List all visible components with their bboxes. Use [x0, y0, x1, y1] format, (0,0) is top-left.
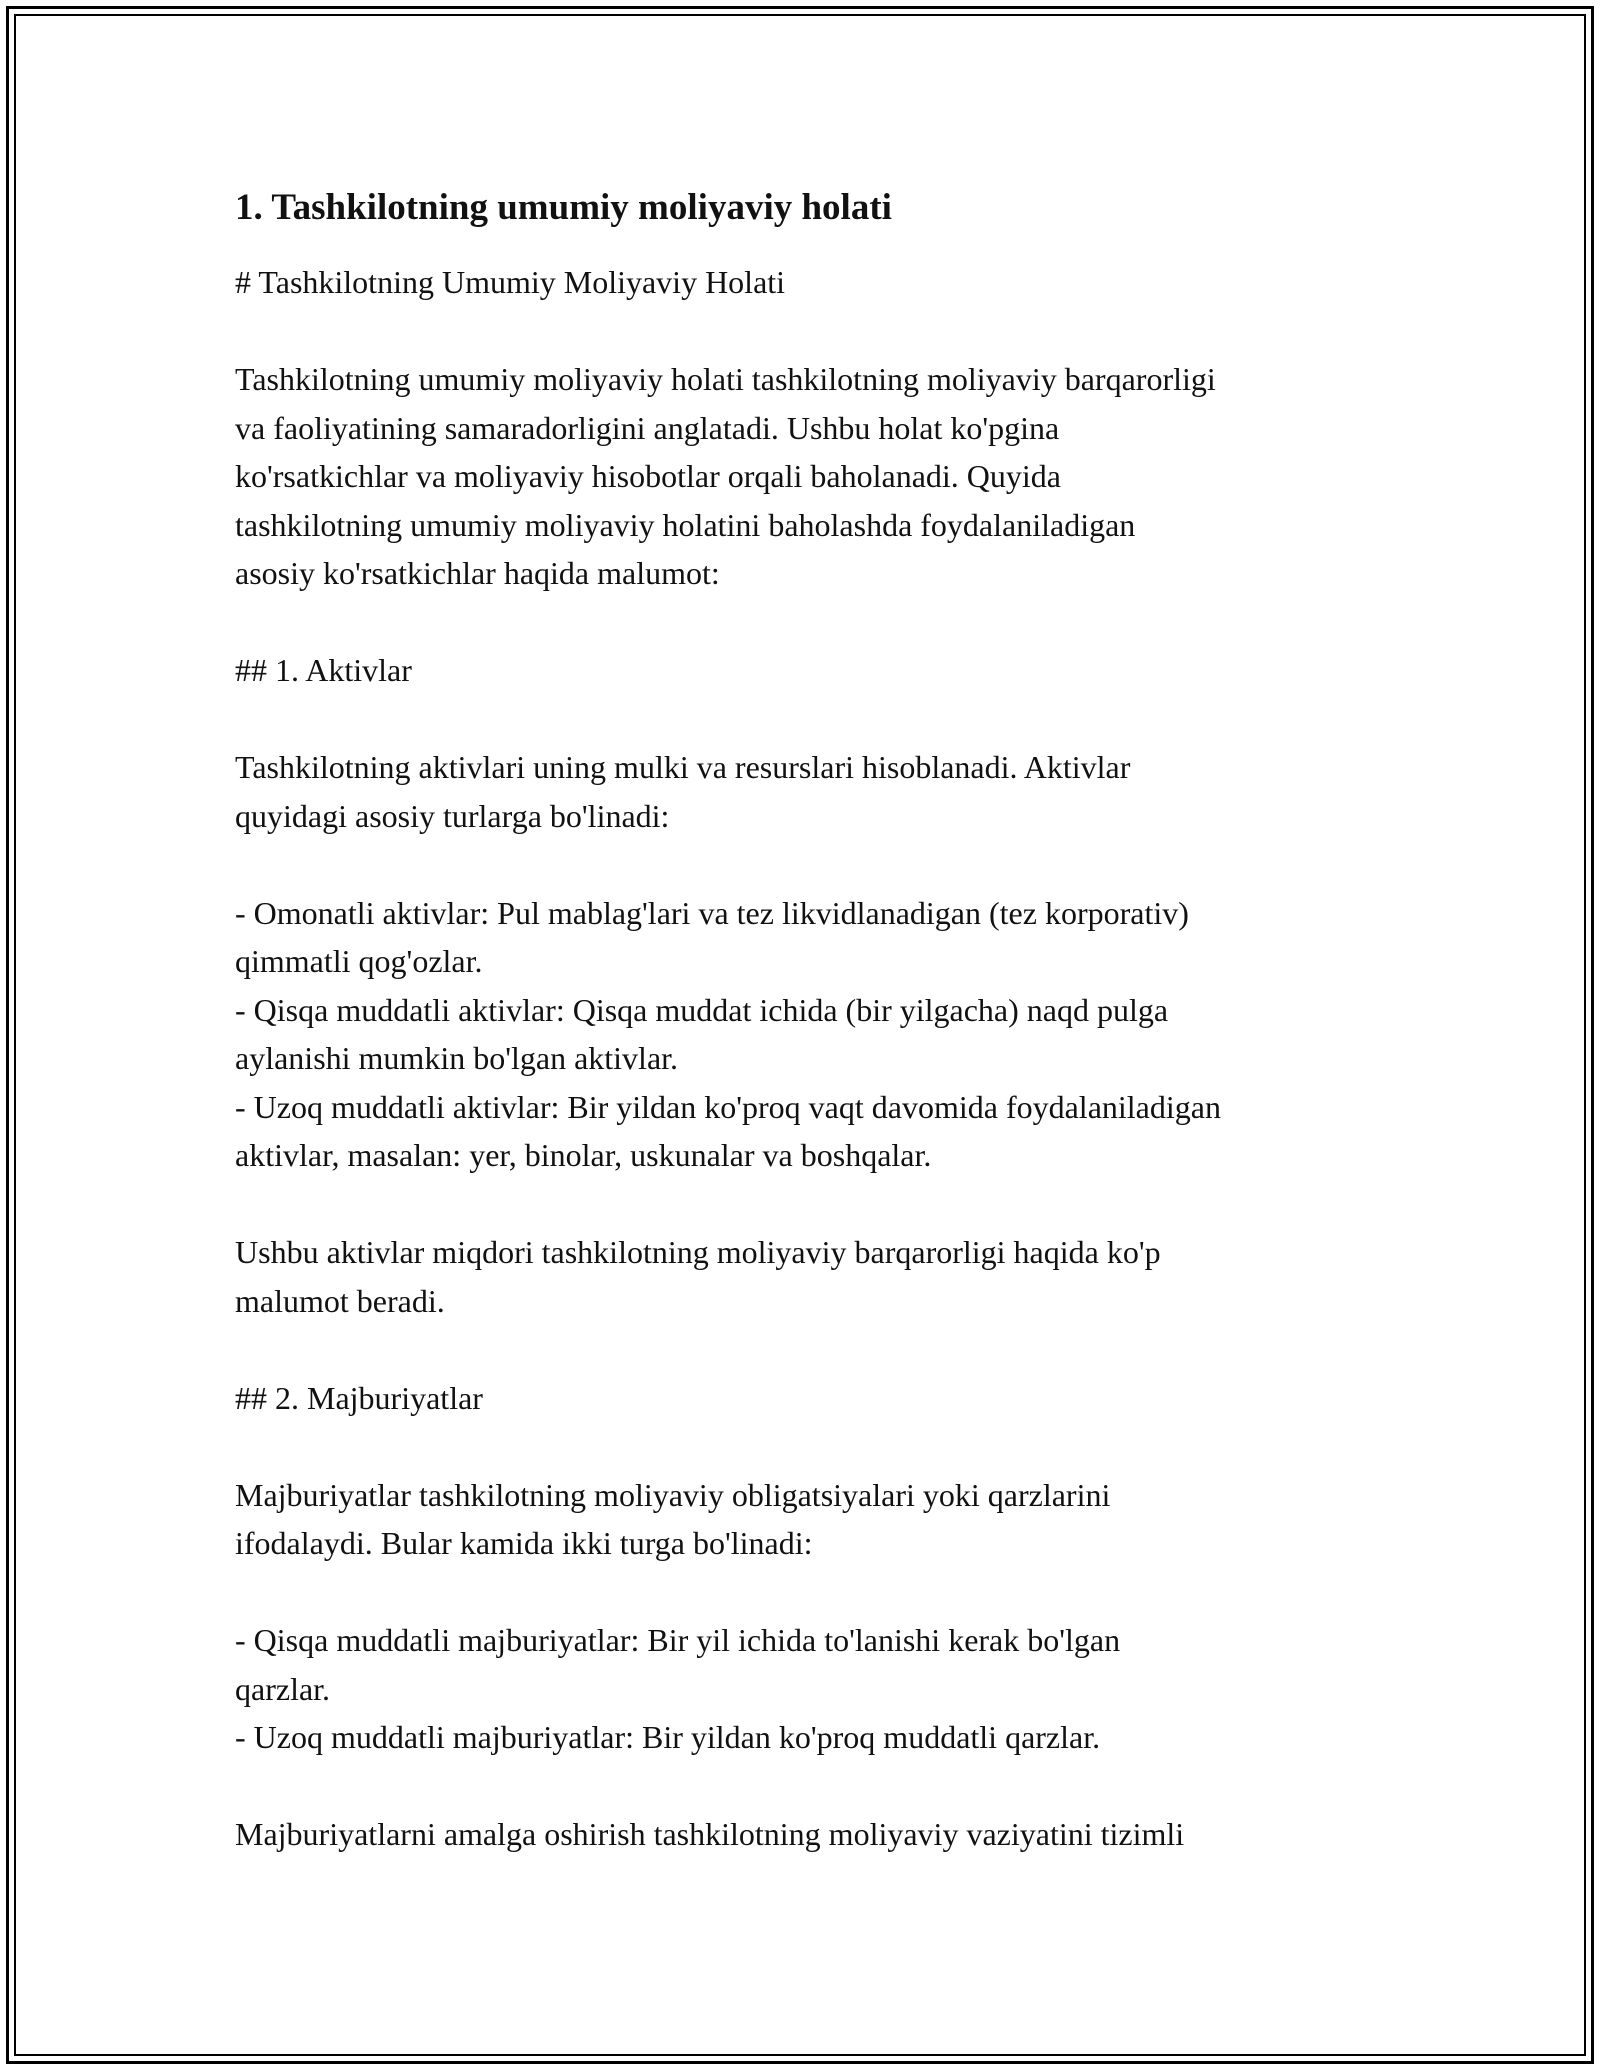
aktivlar-list: - Omonatli aktivlar: Pul mablag'lari va tez likvidlanadigan (tez korporativ) qimmatli qog'ozlar. - Qisqa muddatli aktivlar: Qisqa muddat ichida (bir yilgacha) naqd pulga aylanishi mumkin bo'lgan aktivlar. - Uzoq muddatli aktivlar: Bir yildan ko'proq vaqt davomida foydalaniladigan aktivlar, masalan: yer, binolar, uskunalar va boshqalar.	[235, 894, 1221, 1173]
document-title: 1. Tashkilotning umumiy moliyaviy holati	[235, 187, 892, 228]
section-heading-aktivlar: ## 1. Aktivlar	[235, 652, 412, 688]
paragraph-gap	[235, 307, 1385, 356]
aktivlar-paragraph: Tashkilotning aktivlari uning mulki va resurslari hisoblanadi. Aktivlar quyidagi asosiy turlarga bo'linadi:	[235, 749, 1131, 834]
markdown-heading: # Tashkilotning Umumiy Moliyaviy Holati	[235, 264, 786, 300]
section-heading-majburiyatlar: ## 2. Majburiyatlar	[235, 1379, 483, 1416]
paragraph-gap	[235, 1568, 1385, 1617]
paragraph-gap	[235, 695, 1385, 744]
paragraph-gap	[235, 598, 1385, 647]
intro-paragraph: Tashkilotning umumiy moliyaviy holati tashkilotning moliyaviy barqarorligi va faoliyatining samaradorligini anglatadi. Ushbu holat ko'pgina ko'rsatkichlar va moliyaviy hisobotlar orqali baholanadi. Quyida tashkilotning umumiy moliyaviy holatini baholashda foydalaniladigan asosiy ko'rsatkichlar haqida malumot:	[235, 361, 1216, 591]
majburiyatlar-list: - Qisqa muddatli majburiyatlar: Bir yil ichida to'lanishi kerak bo'lgan qarzlar. - Uzoq muddatli majburiyatlar: Bir yildan ko'proq muddatli qarzlar.	[235, 1622, 1121, 1755]
paragraph-gap	[235, 1422, 1385, 1471]
aktivlar-summary-paragraph: Ushbu aktivlar miqdori tashkilotning moliyaviy barqarorligi haqida ko'p malumot beradi.	[235, 1234, 1161, 1319]
document-body	[235, 184, 1385, 1859]
paragraph-gap	[235, 840, 1385, 889]
paragraph-gap	[235, 1762, 1385, 1811]
paragraph-gap	[235, 1325, 1385, 1374]
paragraph-gap	[235, 1180, 1385, 1229]
majburiyatlar-paragraph: Majburiyatlar tashkilotning moliyaviy obligatsiyalari yoki qarzlarini ifodalaydi. Bular kamida ikki turga bo'linadi:	[235, 1476, 1111, 1561]
closing-paragraph: Majburiyatlarni amalga oshirish tashkilotning moliyaviy vaziyatini tizimli	[235, 1816, 1185, 1852]
